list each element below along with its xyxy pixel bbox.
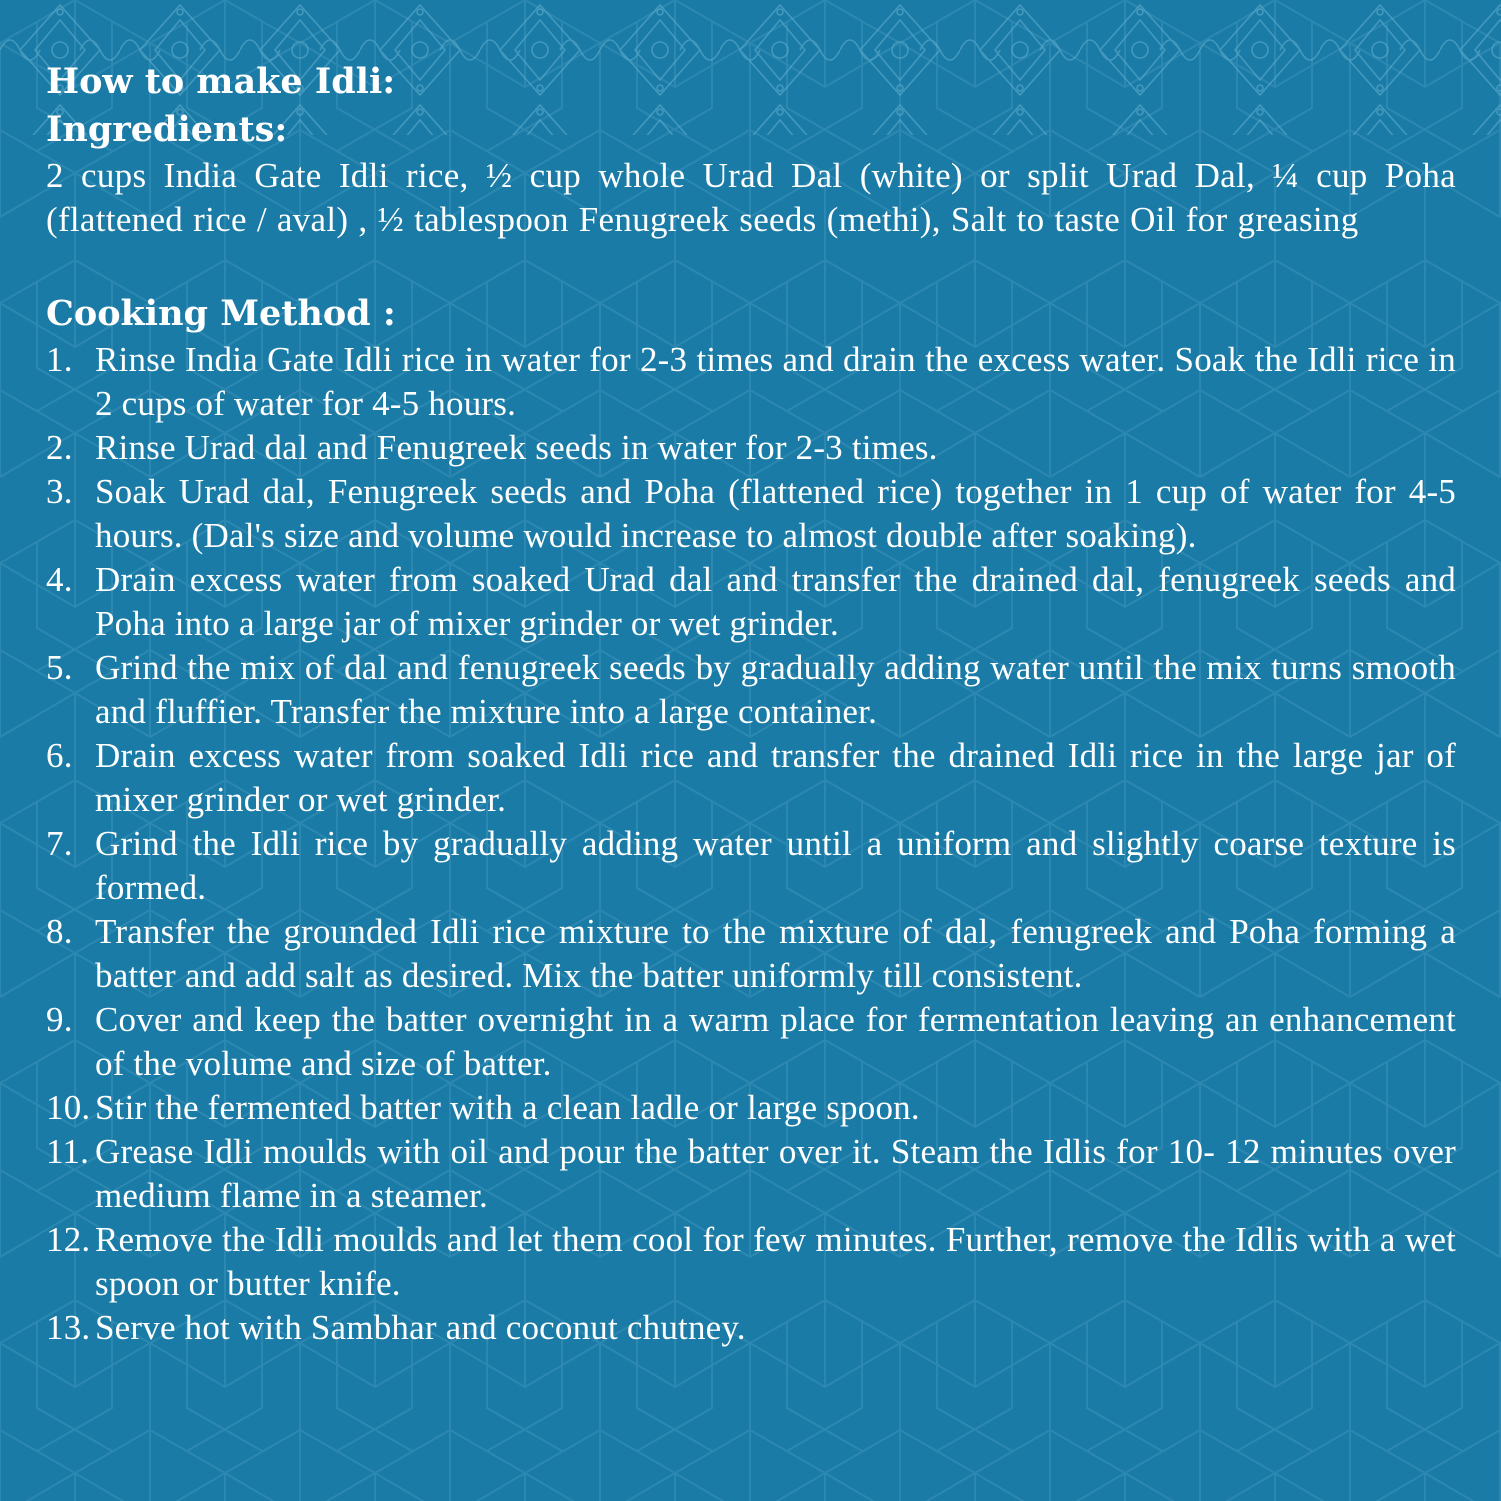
step-number: 3. [46, 472, 73, 511]
list-item [46, 646, 1456, 734]
method-steps [46, 338, 1456, 1350]
list-item [46, 998, 1456, 1086]
list-item [46, 558, 1456, 646]
ingredients-text: 2 cups India Gate Idli rice, ½ cup whole Urad Dal (white) or split Urad Dal, ¼ cup Poha (flattened rice / aval) , ½ tablespoon Fenugreek seeds (methi), Salt to taste Oil for greasing [46, 156, 1456, 239]
step-text: Drain excess water from soaked Idli rice and transfer the drained Idli rice in the large jar of mixer grinder or wet grinder. [95, 736, 1456, 819]
step-text: Rinse Urad dal and Fenugreek seeds in water for 2-3 times. [95, 428, 938, 467]
list-item [46, 1306, 1456, 1350]
step-text: Grease Idli moulds with oil and pour the batter over it. Steam the Idlis for 10- 12 minutes over medium flame in a steamer. [95, 1132, 1456, 1215]
step-number: 9. [46, 1000, 73, 1039]
step-number: 1. [46, 340, 73, 379]
step-number: 2. [46, 428, 73, 467]
step-number: 4. [46, 560, 73, 599]
method-heading: Cooking Method : [46, 293, 396, 334]
recipe-title: How to make Idli: [46, 61, 396, 102]
step-text: Stir the fermented batter with a clean ladle or large spoon. [95, 1088, 920, 1127]
step-text: Serve hot with Sambhar and coconut chutney. [95, 1308, 746, 1347]
list-item [46, 1218, 1456, 1306]
step-text: Grind the mix of dal and fenugreek seeds by gradually adding water until the mix turns smooth and fluffier. Transfer the mixture into a large container. [95, 648, 1456, 731]
step-number: 12. [46, 1220, 91, 1259]
list-item [46, 1130, 1456, 1218]
step-number: 11. [46, 1132, 90, 1171]
step-number: 8. [46, 912, 73, 951]
step-text: Rinse India Gate Idli rice in water for 2-3 times and drain the excess water. Soak the Idli rice in 2 cups of water for 4-5 hours. [95, 340, 1456, 423]
step-number: 13. [46, 1308, 91, 1347]
ingredients-heading: Ingredients: [46, 109, 288, 150]
step-number: 5. [46, 648, 73, 687]
list-item [46, 338, 1456, 426]
step-number: 7. [46, 824, 73, 863]
list-item [46, 1086, 1456, 1130]
step-text: Transfer the grounded Idli rice mixture to the mixture of dal, fenugreek and Poha forming a batter and add salt as desired. Mix the batter uniformly till consistent. [95, 912, 1456, 995]
list-item [46, 426, 1456, 470]
step-text: Cover and keep the batter overnight in a warm place for fermentation leaving an enhancement of the volume and size of batter. [95, 1000, 1456, 1083]
recipe-content [46, 58, 1456, 1350]
list-item [46, 470, 1456, 558]
step-number: 10. [46, 1088, 91, 1127]
step-text: Remove the Idli moulds and let them cool for few minutes. Further, remove the Idlis with a wet spoon or butter knife. [95, 1220, 1456, 1303]
step-number: 6. [46, 736, 73, 775]
step-text: Drain excess water from soaked Urad dal and transfer the drained dal, fenugreek seeds and Poha into a large jar of mixer grinder or wet grinder. [95, 560, 1456, 643]
list-item [46, 822, 1456, 910]
list-item [46, 734, 1456, 822]
step-text: Soak Urad dal, Fenugreek seeds and Poha (flattened rice) together in 1 cup of water for 4-5 hours. (Dal's size and volume would increase to almost double after soaking). [95, 472, 1456, 555]
list-item [46, 910, 1456, 998]
step-text: Grind the Idli rice by gradually adding water until a uniform and slightly coarse texture is formed. [95, 824, 1456, 907]
